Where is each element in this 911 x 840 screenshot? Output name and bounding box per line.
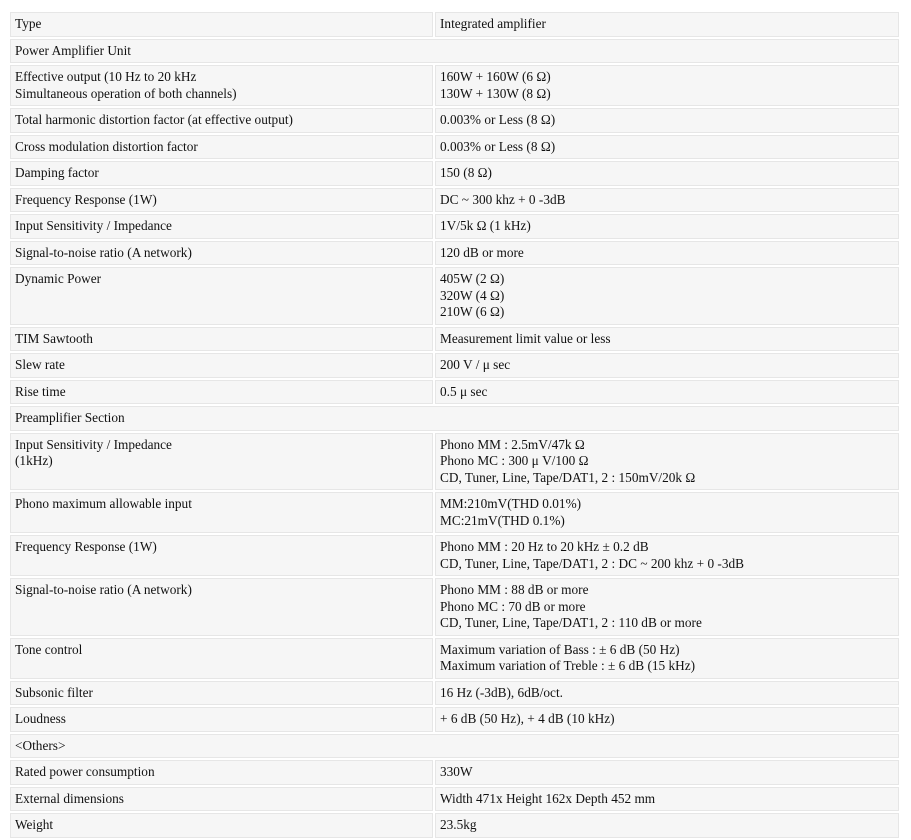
- spec-row: [10, 492, 899, 533]
- spec-value: 16 Hz (-3dB), 6dB/oct.: [440, 684, 563, 700]
- spec-label-cell: [10, 267, 433, 325]
- spec-value: + 6 dB (50 Hz), + 4 dB (10 kHz): [440, 711, 615, 726]
- spec-value-cell: [435, 161, 899, 186]
- spec-row: [10, 108, 899, 133]
- spec-label: Phono maximum allowable input: [15, 496, 192, 511]
- spec-value-cell: [435, 707, 899, 732]
- spec-value-cell: [435, 327, 899, 352]
- spec-label-cell: [10, 65, 433, 106]
- spec-value-cell: [435, 380, 899, 405]
- spec-value-cell: [435, 135, 899, 160]
- spec-label-cell: [10, 214, 433, 239]
- spec-label-cell: [10, 638, 433, 679]
- spec-row: [10, 380, 899, 405]
- spec-value: CD, Tuner, Line, Tape/DAT1, 2 : DC ~ 200 khz + 0 -3dB: [440, 555, 745, 571]
- spec-label: External dimensions: [15, 790, 124, 806]
- spec-label: Type: [15, 16, 42, 31]
- spec-value-cell: [435, 214, 899, 239]
- spec-row: [10, 241, 899, 266]
- spec-value-cell: [435, 535, 899, 576]
- spec-row: [10, 214, 899, 239]
- spec-label: Tone control: [15, 641, 83, 657]
- spec-row: [10, 65, 899, 106]
- spec-label-cell: [10, 760, 433, 785]
- spec-value: DC ~ 300 khz + 0 -3dB: [440, 191, 566, 207]
- spec-label: Rated power consumption: [15, 764, 155, 779]
- spec-value-cell: [435, 787, 899, 812]
- spec-value-cell: [435, 813, 899, 838]
- spec-value-cell: [435, 267, 899, 325]
- spec-row: [10, 638, 899, 679]
- spec-label-cell: [10, 380, 433, 405]
- section-heading: <Others>: [10, 734, 899, 759]
- spec-label: Damping factor: [15, 165, 99, 180]
- spec-label-cell: [10, 108, 433, 133]
- spec-label: Frequency Response (1W): [15, 539, 157, 554]
- spec-row: [10, 161, 899, 186]
- spec-value: Width 471x Height 162x Depth 452 mm: [440, 790, 656, 806]
- spec-label: TIM Sawtooth: [15, 330, 93, 346]
- section-row: [10, 734, 899, 759]
- spec-value: 150 (8 Ω): [440, 165, 492, 180]
- spec-label-cell: [10, 787, 433, 812]
- spec-table-body: [10, 12, 899, 838]
- spec-label: Loudness: [15, 711, 66, 726]
- spec-row: [10, 787, 899, 812]
- spec-value-cell: [435, 760, 899, 785]
- spec-value: Phono MM : 88 dB or more: [440, 582, 589, 597]
- spec-label-cell: [10, 327, 433, 352]
- spec-label: Signal-to-noise ratio (A network): [15, 244, 192, 260]
- spec-value: Maximum variation of Bass : ± 6 dB (50 Hz): [440, 641, 680, 657]
- spec-value: 0.003% or Less (8 Ω): [440, 112, 556, 127]
- spec-row: [10, 760, 899, 785]
- spec-label-cell: [10, 492, 433, 533]
- spec-value: Phono MC : 70 dB or more: [440, 598, 586, 614]
- spec-row: [10, 433, 899, 491]
- spec-label: Input Sensitivity / Impedance: [15, 218, 172, 233]
- spec-label-cell: [10, 12, 433, 37]
- spec-label-cell: [10, 241, 433, 266]
- section-heading: Preamplifier Section: [10, 406, 899, 431]
- spec-value: 23.5kg: [440, 817, 477, 832]
- spec-value: CD, Tuner, Line, Tape/DAT1, 2 : 110 dB or more: [440, 615, 702, 630]
- spec-label-cell: [10, 161, 433, 186]
- spec-value: CD, Tuner, Line, Tape/DAT1, 2 : 150mV/20k Ω: [440, 469, 696, 485]
- spec-value: Measurement limit value or less: [440, 330, 611, 346]
- spec-label: Input Sensitivity / Impedance: [15, 436, 172, 452]
- spec-value-cell: [435, 188, 899, 213]
- spec-value-cell: [435, 108, 899, 133]
- spec-row: [10, 707, 899, 732]
- spec-label: Weight: [15, 817, 54, 832]
- spec-row: [10, 188, 899, 213]
- spec-value: 405W (2 Ω): [440, 271, 505, 286]
- spec-row: [10, 813, 899, 838]
- spec-label-cell: [10, 681, 433, 706]
- spec-row: [10, 135, 899, 160]
- spec-value-cell: [435, 492, 899, 533]
- spec-value: MC:21mV(THD 0.1%): [440, 512, 565, 528]
- spec-table: [8, 10, 901, 840]
- spec-value: Phono MC : 300 μ V/100 Ω: [440, 453, 589, 468]
- spec-label-cell: [10, 707, 433, 732]
- spec-label: Rise time: [15, 383, 66, 399]
- spec-row: [10, 12, 899, 37]
- spec-label: Cross modulation distortion factor: [15, 138, 198, 154]
- spec-value: Maximum variation of Treble : ± 6 dB (15 kHz): [440, 658, 696, 673]
- spec-label-cell: [10, 433, 433, 491]
- spec-value-cell: [435, 353, 899, 378]
- spec-row: [10, 535, 899, 576]
- spec-value-cell: [435, 433, 899, 491]
- spec-label-cell: [10, 353, 433, 378]
- section-heading: Power Amplifier Unit: [10, 39, 899, 64]
- spec-value: 130W + 130W (8 Ω): [440, 85, 551, 101]
- spec-value-cell: [435, 65, 899, 106]
- spec-value: 0.5 μ sec: [440, 383, 488, 399]
- spec-row: [10, 681, 899, 706]
- spec-value: 160W + 160W (6 Ω): [440, 69, 551, 84]
- section-row: [10, 406, 899, 431]
- spec-label-cell: [10, 813, 433, 838]
- spec-label-cell: [10, 188, 433, 213]
- spec-value-cell: [435, 12, 899, 37]
- spec-label: Effective output (10 Hz to 20 kHz: [15, 69, 197, 84]
- spec-label: Simultaneous operation of both channels): [15, 85, 237, 101]
- spec-label: Signal-to-noise ratio (A network): [15, 582, 192, 597]
- spec-value: 320W (4 Ω): [440, 287, 505, 303]
- section-row: [10, 39, 899, 64]
- spec-value: 1V/5k Ω (1 kHz): [440, 218, 531, 233]
- spec-value: 200 V / μ sec: [440, 357, 511, 372]
- spec-value: Phono MM : 20 Hz to 20 kHz ± 0.2 dB: [440, 539, 649, 554]
- spec-value-cell: [435, 241, 899, 266]
- spec-label-cell: [10, 135, 433, 160]
- spec-value: Integrated amplifier: [440, 16, 546, 31]
- spec-value: MM:210mV(THD 0.01%): [440, 496, 582, 511]
- spec-label: Subsonic filter: [15, 684, 93, 700]
- spec-label: Frequency Response (1W): [15, 191, 157, 207]
- spec-value-cell: [435, 578, 899, 636]
- spec-row: [10, 267, 899, 325]
- spec-row: [10, 327, 899, 352]
- spec-label: Total harmonic distortion factor (at effective output): [15, 112, 293, 127]
- spec-value: 120 dB or more: [440, 244, 524, 260]
- spec-value-cell: [435, 638, 899, 679]
- spec-value: Phono MM : 2.5mV/47k Ω: [440, 436, 585, 452]
- spec-value: 0.003% or Less (8 Ω): [440, 138, 556, 154]
- spec-label: Dynamic Power: [15, 271, 102, 286]
- spec-row: [10, 578, 899, 636]
- spec-label-cell: [10, 535, 433, 576]
- spec-label-cell: [10, 578, 433, 636]
- spec-label: Slew rate: [15, 357, 65, 372]
- spec-value-cell: [435, 681, 899, 706]
- spec-value: 330W: [440, 764, 473, 779]
- spec-label: (1kHz): [15, 453, 53, 468]
- spec-row: [10, 353, 899, 378]
- spec-value: 210W (6 Ω): [440, 304, 505, 319]
